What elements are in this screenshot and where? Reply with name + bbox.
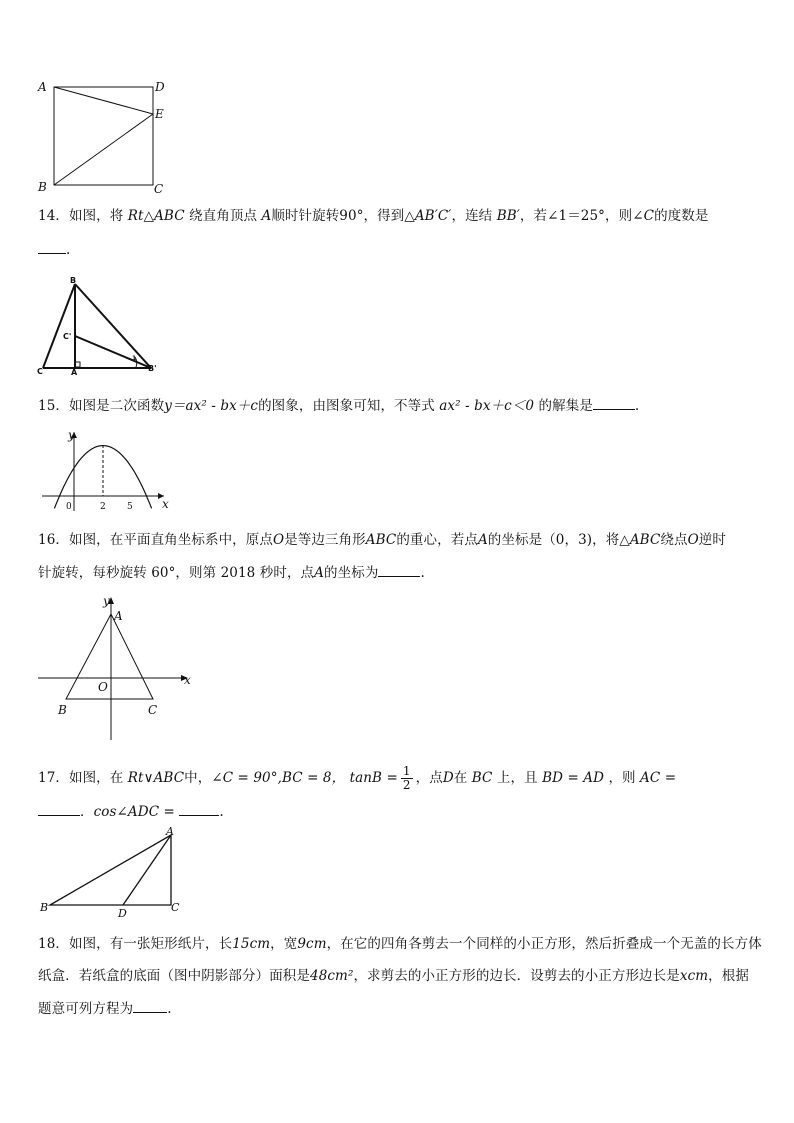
text: 题意可列方程为 <box>38 1001 134 1017</box>
label-o: O <box>98 680 108 694</box>
question-number: 16． <box>38 532 69 548</box>
math: AC = <box>640 770 677 786</box>
label-angle-1: 1 <box>132 355 137 362</box>
question-number: 17． <box>38 770 69 786</box>
math: tanB = <box>349 770 398 786</box>
figure-equilateral-triangle <box>34 592 204 742</box>
question-16-line-1 <box>38 532 726 548</box>
answer-blank[interactable] <box>593 397 635 410</box>
text: 绕点 <box>660 532 688 548</box>
text: . <box>167 1001 172 1017</box>
label-a: A <box>71 368 78 377</box>
answer-blank-cos[interactable] <box>179 803 219 816</box>
text: ，点 <box>415 770 443 786</box>
text: . <box>420 565 425 581</box>
text: . <box>634 398 640 414</box>
text: 绕直角顶点 <box>189 208 258 224</box>
text: 的坐标是（0，3)，将△ <box>487 532 630 548</box>
question-number: 15． <box>38 398 69 414</box>
figure-rotated-triangle <box>34 276 164 376</box>
math: AB′C′ <box>414 208 452 224</box>
label-b: B <box>38 180 47 194</box>
text: . <box>66 242 71 258</box>
axis-y-label: y <box>103 594 110 608</box>
math: 15cm <box>232 936 271 952</box>
question-18-line-1 <box>38 936 762 952</box>
axis-x-label: x <box>162 497 169 511</box>
math: BC <box>471 770 493 786</box>
math: BB′ <box>496 208 520 224</box>
math: A <box>477 532 488 548</box>
text: 的解集是 <box>538 398 593 414</box>
figure-parabola <box>38 427 178 517</box>
answer-blank[interactable] <box>38 241 66 254</box>
label-a: A <box>114 609 123 623</box>
math: ax² - bx＋c＜0 <box>439 398 535 414</box>
text: 如图，在平面直角坐标系中，原点 <box>68 532 273 548</box>
answer-blank[interactable] <box>378 564 420 577</box>
question-18-line-2 <box>38 968 749 984</box>
math: ∠C = 90°,BC = 8， <box>211 770 346 786</box>
text: 顺时针旋转90°，得到 <box>271 208 405 224</box>
text: ，则 <box>608 770 636 786</box>
question-16-line-2 <box>38 564 425 581</box>
math: 9cm <box>297 936 327 952</box>
math: △ <box>404 208 415 224</box>
text: 如图，将 <box>68 208 124 224</box>
text: 如图，在 <box>68 770 124 786</box>
math: △ <box>143 208 155 224</box>
label-a: A <box>38 80 47 94</box>
math: D <box>442 770 454 786</box>
label-b-prime: B' <box>148 364 157 373</box>
text: ，求剪去的小正方形的边长．设剪去的小正方形边长是 <box>353 968 680 984</box>
text: ，宽 <box>270 936 298 952</box>
question-15 <box>38 397 639 414</box>
math: Rt <box>127 208 144 224</box>
text: . <box>219 804 224 820</box>
label-d: D <box>118 907 127 920</box>
text: 针旋转，每秒旋转 60°，则第 2018 秒时，点 <box>38 565 315 581</box>
text: 上，且 <box>496 770 538 786</box>
math: 48cm² <box>310 968 354 984</box>
fraction-denominator: 2 <box>402 778 411 792</box>
label-a: A <box>166 825 174 838</box>
figure-square-abcd <box>34 78 174 200</box>
math: A <box>314 565 325 581</box>
math: y＝ax² - bx＋c <box>164 398 259 414</box>
question-14-line-2 <box>38 241 70 258</box>
label-b: B <box>70 276 77 285</box>
label-c-prime: C' <box>63 332 72 341</box>
axis-y-label: y <box>68 428 75 442</box>
math: ABC <box>365 532 397 548</box>
label-c: C <box>148 703 158 717</box>
math: ABC <box>629 532 661 548</box>
math: C <box>643 208 655 224</box>
text: 的坐标为 <box>324 565 379 581</box>
question-17-line-1 <box>38 765 676 792</box>
axis-x-label: x <box>184 673 191 687</box>
question-17-line-2: ．cos∠ADC = . <box>38 803 224 820</box>
text: 的度数是 <box>654 208 709 224</box>
math: BD = AD <box>542 770 605 786</box>
text: 如图，有一张矩形纸片，长 <box>68 936 233 952</box>
math: O <box>272 532 285 548</box>
label-b: B <box>58 703 67 717</box>
tick-0: 0 <box>66 502 72 512</box>
question-14-line-1 <box>38 208 709 224</box>
math: O <box>687 532 699 548</box>
label-d: D <box>155 80 165 94</box>
tick-5: 5 <box>127 502 133 512</box>
text: 逆时 <box>698 532 726 548</box>
fraction-numerator: 1 <box>402 764 411 778</box>
text: ，连结 <box>451 208 493 224</box>
text: ，根据 <box>708 968 749 984</box>
tick-2: 2 <box>100 502 106 512</box>
text: 如图是二次函数 <box>68 398 165 414</box>
math: ABC <box>154 208 185 224</box>
label-b: B <box>40 901 49 914</box>
question-18-line-3 <box>38 1000 172 1017</box>
label-c: C <box>154 182 164 196</box>
figure-right-triangle-abc <box>34 822 194 920</box>
question-number: 18． <box>38 936 69 952</box>
fraction-one-half <box>401 765 413 792</box>
math: cos∠ADC = <box>93 804 175 820</box>
math: A <box>261 208 272 224</box>
label-c: C <box>37 367 43 376</box>
text: 的图象，由图象可知，不等式 <box>258 398 435 414</box>
text: ，在它的四角各剪去一个同样的小正方形，然后折叠成一个无盖的长方体 <box>326 936 762 952</box>
math: xcm <box>679 968 709 984</box>
text: 的重心，若点 <box>396 532 478 548</box>
answer-blank[interactable] <box>133 1000 167 1013</box>
text: ，若∠1＝25°，则∠ <box>519 208 644 224</box>
text: 是等边三角形 <box>284 532 366 548</box>
text: 中， <box>184 770 212 786</box>
math: Rt∨ABC <box>127 770 185 786</box>
answer-blank-ac[interactable] <box>38 803 80 816</box>
text: 在 <box>453 770 468 786</box>
label-e: E <box>155 107 164 121</box>
text: 纸盒．若纸盒的底面（图中阴影部分）面积是 <box>38 968 310 984</box>
label-c: C <box>171 901 180 914</box>
question-number: 14． <box>38 208 69 224</box>
